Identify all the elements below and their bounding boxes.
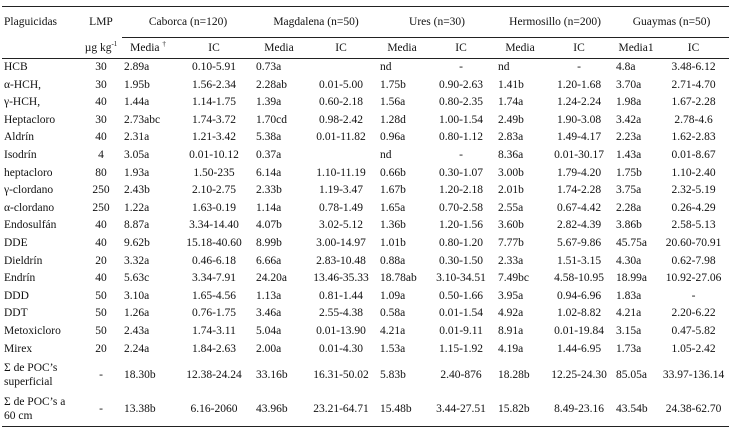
header-sub: Media <box>254 38 304 59</box>
ic-cell: 15.18-40.60 <box>186 236 242 249</box>
media-cell: 1.26a <box>124 307 150 320</box>
ic-cell: 0.81-1.44 <box>318 289 364 302</box>
ic-cell: 0.80-1.20 <box>438 236 484 249</box>
media-cell: 6.66a <box>256 254 282 267</box>
ic-cell: 0.01-9.11 <box>439 324 483 337</box>
media-cell: 1.75b <box>380 78 406 91</box>
ic-cell: 16.31-50.02 <box>313 369 369 382</box>
lmp-cell: 40 <box>95 131 107 144</box>
media-cell: 1.43a <box>616 148 642 161</box>
header-sub: IC <box>658 38 729 59</box>
media-cell: 5.04a <box>256 324 282 337</box>
media-cell: 1.44a <box>124 96 150 109</box>
media-cell: 1.70cd <box>256 113 287 126</box>
row-label: α-HCH, <box>4 78 42 91</box>
media-cell: 4.07b <box>256 219 282 232</box>
row-label: Mirex <box>4 342 33 355</box>
header-sub: Media1 <box>614 38 658 59</box>
media-cell: 6.14a <box>256 166 282 179</box>
ic-cell: 1.84-2.63 <box>191 342 237 355</box>
lmp-cell: 30 <box>95 61 107 73</box>
lmp-cell: 40 <box>95 236 107 249</box>
media-cell: 1.73a <box>616 342 642 355</box>
lmp-cell: 50 <box>95 324 107 337</box>
ic-cell: 1.79-4.20 <box>556 166 602 179</box>
media-cell: 33.16b <box>256 369 288 382</box>
media-cell: 45.75a <box>616 236 648 249</box>
lmp-cell: 80 <box>95 166 107 179</box>
ic-cell: 1.49-4.17 <box>556 131 602 144</box>
media-cell: 1.67b <box>380 184 406 197</box>
row-label-line: Σ de POC’s a <box>4 396 66 409</box>
ic-cell: 1.19-3.47 <box>318 184 364 197</box>
ic-cell: 0.90-2.63 <box>438 78 484 91</box>
ic-cell: 1.05-2.42 <box>671 342 716 355</box>
lmp-cell: 40 <box>95 219 107 232</box>
table-row <box>2 182 729 200</box>
row-label: heptacloro <box>4 166 53 179</box>
media-cell: 2.55a <box>498 201 524 214</box>
ic-cell: 1.14-1.75 <box>191 96 237 109</box>
row-label: HCB <box>4 61 28 73</box>
ic-cell: 1.56-2.34 <box>191 78 237 91</box>
lmp-cell: - <box>80 392 122 427</box>
ic-cell: 0.60-2.18 <box>318 96 364 109</box>
ic-cell: 2.55-4.38 <box>318 307 364 320</box>
table-row <box>2 253 729 271</box>
ic-cell: 1.10-11.19 <box>316 166 366 179</box>
ic-cell: 1.90-3.08 <box>556 113 602 126</box>
media-cell: nd <box>498 61 510 73</box>
ic-cell: 2.32-5.19 <box>671 184 716 197</box>
ic-cell: 1.02-8.82 <box>556 307 602 320</box>
media-cell: 2.31a <box>124 131 150 144</box>
media-cell: 4.19a <box>498 342 524 355</box>
ic-cell: 1.15-1.92 <box>438 342 484 355</box>
row-label: DDT <box>4 307 28 320</box>
media-cell: 3.15a <box>616 324 642 337</box>
lmp-cell: 30 <box>95 113 107 126</box>
media-cell: 0.37a <box>256 148 282 161</box>
ic-cell: 0.01-5.00 <box>318 78 364 91</box>
table-row <box>2 217 729 235</box>
lmp-cell: 20 <box>95 254 107 267</box>
ic-cell: 1.50-235 <box>193 166 235 179</box>
row-label: γ-HCH, <box>4 96 41 109</box>
header-group-magdalena: Magdalena (n=50) <box>254 7 378 38</box>
media-cell: 3.10a <box>124 289 150 302</box>
row-label: Isodrín <box>4 148 37 161</box>
table-row <box>2 77 729 95</box>
media-cell: 2.33a <box>498 254 524 267</box>
ic-cell: 0.62-7.98 <box>671 254 716 267</box>
ic-cell: 4.58-10.95 <box>554 272 604 285</box>
table-row <box>2 112 729 130</box>
table-row <box>2 358 729 392</box>
media-cell: 1.75b <box>616 166 642 179</box>
table-row <box>2 59 729 77</box>
ic-cell: - <box>577 61 581 73</box>
media-cell: 2.89a <box>124 61 150 73</box>
media-cell: 4.92a <box>498 307 524 320</box>
ic-cell: 20.60-70.91 <box>665 236 722 249</box>
ic-cell: 1.20-1.68 <box>556 78 602 91</box>
media-cell: 1.74a <box>498 96 524 109</box>
ic-cell: 0.26-4.29 <box>671 201 716 214</box>
header-sub: Media <box>496 38 544 59</box>
header-sub: Media <box>378 38 426 59</box>
header-group-guaymas: Guaymas (n=50) <box>614 7 729 38</box>
ic-cell: 3.34-7.91 <box>191 272 237 285</box>
media-cell: nd <box>380 148 392 161</box>
ic-cell: 0.67-4.42 <box>556 201 602 214</box>
media-cell: 1.56a <box>380 96 406 109</box>
media-cell: 1.22a <box>124 201 150 214</box>
lmp-cell: 40 <box>95 272 107 285</box>
row-label-line: superficial <box>4 376 53 389</box>
header-group-ures: Ures (n=30) <box>378 7 496 38</box>
ic-cell: 2.82-4.39 <box>556 219 602 232</box>
ic-cell: 0.01-30.17 <box>554 148 604 161</box>
row-label: Endosulfán <box>4 219 57 232</box>
media-cell: 2.28ab <box>256 78 287 91</box>
lmp-cell: - <box>99 369 103 382</box>
ic-cell: 0.01-4.30 <box>318 342 364 355</box>
media-cell: 3.00b <box>498 166 524 179</box>
media-cell: 3.86b <box>616 219 642 232</box>
ic-cell: - <box>691 289 696 302</box>
lmp-cell: 4 <box>98 148 104 161</box>
media-cell: 8.87a <box>124 219 150 232</box>
media-cell: 85.05a <box>616 369 648 382</box>
header-blank <box>2 38 80 59</box>
ic-cell: 2.71-4.70 <box>671 78 716 91</box>
ic-cell: 1.24-2.24 <box>556 96 602 109</box>
ic-cell: 0.78-1.49 <box>318 201 364 214</box>
ic-cell: 1.74-3.11 <box>192 324 236 337</box>
ic-cell: 13.46-35.33 <box>313 272 369 285</box>
header-unit: µg $kg^{-1}$ <box>80 38 122 59</box>
row-label: γ-clordano <box>4 184 54 197</box>
ic-cell: 0.47-5.82 <box>671 324 716 337</box>
ic-cell: 1.74-3.72 <box>191 113 237 126</box>
media-cell: 0.66b <box>380 166 406 179</box>
media-cell: 2.01b <box>498 184 524 197</box>
ic-cell: 0.01-10.12 <box>189 148 239 161</box>
media-cell: 1.01b <box>380 236 406 249</box>
ic-cell: 0.10-5.91 <box>191 61 237 73</box>
table-body <box>2 59 729 427</box>
ic-cell: 3.10-34.51 <box>436 272 486 285</box>
media-cell: 3.42a <box>616 113 642 126</box>
ic-cell: 1.74-2.28 <box>556 184 602 197</box>
row-label <box>2 392 80 427</box>
ic-cell: 0.30-1.50 <box>438 254 484 267</box>
row-label: Aldrín <box>4 131 35 144</box>
row-label: α-clordano <box>4 201 55 214</box>
lmp-cell: 50 <box>95 289 107 302</box>
header-plaguicidas: Plaguicidas <box>2 7 80 38</box>
media-cell: 24.20a <box>256 272 287 285</box>
table-row <box>2 235 729 253</box>
ic-cell: 1.44-6.95 <box>556 342 602 355</box>
ic-cell: 2.20-6.22 <box>671 307 716 320</box>
row-label-line: Σ de POC’s <box>4 362 58 375</box>
ic-cell: 2.78-4.6 <box>674 113 713 126</box>
media-cell: 0.96a <box>380 131 406 144</box>
media-cell: 8.99b <box>256 236 282 249</box>
ic-cell: 10.92-27.06 <box>665 272 722 285</box>
row-label <box>2 358 80 392</box>
ic-cell: 1.20-1.56 <box>438 219 484 232</box>
ic-cell: 1.21-3.42 <box>191 131 237 144</box>
row-label: DDE <box>4 236 28 249</box>
media-cell: 1.93a <box>124 166 150 179</box>
media-cell: 3.75a <box>616 184 642 197</box>
table-row <box>2 147 729 165</box>
table-row <box>2 270 729 288</box>
ic-cell: 0.98-2.42 <box>318 113 364 126</box>
pesticide-table <box>2 6 729 427</box>
media-cell: 2.28a <box>616 201 642 214</box>
ic-cell: 12.38-24.24 <box>186 369 242 382</box>
header-group-caborca: Caborca (n=120) <box>122 7 254 38</box>
header-sub: IC <box>544 38 614 59</box>
media-cell: 1.95b <box>124 78 150 91</box>
ic-cell: 0.46-6.18 <box>191 254 237 267</box>
ic-cell: 0.01-1.54 <box>438 307 484 320</box>
table-row <box>2 129 729 147</box>
media-cell: 1.28d <box>380 113 406 126</box>
table-row <box>2 94 729 112</box>
ic-cell: 1.63-0.19 <box>191 201 237 214</box>
ic-cell: 0.94-6.96 <box>556 289 602 302</box>
media-cell: 15.48b <box>378 392 426 427</box>
media-cell: 15.82b <box>496 392 544 427</box>
media-cell: 2.43b <box>124 184 150 197</box>
ic-cell: 0.50-1.66 <box>438 289 484 302</box>
row-label: Dieldrín <box>4 254 43 267</box>
table-row <box>2 288 729 306</box>
media-cell: 1.83a <box>616 289 642 302</box>
media-cell: 0.73a <box>256 61 282 73</box>
header-sub: IC <box>426 38 496 59</box>
ic-cell: 2.10-2.75 <box>191 184 237 197</box>
ic-cell: 2.40-876 <box>440 369 482 382</box>
media-cell: 3.60b <box>498 219 524 232</box>
ic-cell <box>304 59 378 77</box>
media-cell: 2.24a <box>124 342 150 355</box>
media-cell: nd <box>380 61 392 73</box>
ic-cell: 0.70-2.58 <box>438 201 484 214</box>
lmp-cell: 30 <box>95 78 107 91</box>
lmp-cell: 40 <box>95 96 107 109</box>
media-cell: 5.38a <box>256 131 282 144</box>
ic-cell: 5.67-9.86 <box>556 236 602 249</box>
media-cell: 43.54b <box>614 392 658 427</box>
ic-cell: 0.80-2.35 <box>438 96 484 109</box>
media-cell: 4.8a <box>616 61 636 73</box>
ic-cell: 3.34-14.40 <box>189 219 239 232</box>
ic-cell: 0.30-1.07 <box>438 166 484 179</box>
row-label: DDD <box>4 289 29 302</box>
media-cell: 4.21a <box>616 307 642 320</box>
row-label: Endrín <box>4 272 36 285</box>
ic-cell: 23.21-64.71 <box>304 392 378 427</box>
header-lmp: LMP <box>80 7 122 38</box>
ic-cell: 2.83-10.48 <box>316 254 366 267</box>
header-sub: IC <box>304 38 378 59</box>
row-label-line: 60 cm <box>4 410 33 423</box>
media-cell: 5.83b <box>380 369 406 382</box>
ic-cell: 0.01-13.90 <box>316 324 366 337</box>
ic-cell: 8.49-23.16 <box>544 392 614 427</box>
media-cell: 8.91a <box>498 324 524 337</box>
ic-cell: 1.20-2.18 <box>438 184 484 197</box>
media-cell: 5.63c <box>124 272 150 285</box>
ic-cell: 33.97-136.14 <box>662 369 725 382</box>
media-cell: 18.30b <box>124 369 156 382</box>
table-row <box>2 165 729 183</box>
ic-cell: 1.62-2.83 <box>671 131 716 144</box>
media-cell: 3.70a <box>616 78 642 91</box>
media-cell: 4.21a <box>380 324 406 337</box>
media-cell: 7.49bc <box>498 272 530 285</box>
media-cell: 1.41b <box>498 78 524 91</box>
media-cell: 2.00a <box>256 342 282 355</box>
ic-cell: 1.10-2.40 <box>671 166 716 179</box>
ic-cell: 1.65-4.56 <box>191 289 237 302</box>
media-cell: 2.49b <box>498 113 524 126</box>
media-cell: 0.88a <box>380 254 406 267</box>
ic-cell: 24.38-62.70 <box>658 392 729 427</box>
row-label: Heptacloro <box>4 113 56 126</box>
media-cell: 13.38b <box>122 392 174 427</box>
ic-cell: 12.25-24.30 <box>551 369 607 382</box>
media-cell: 18.78ab <box>380 272 417 285</box>
media-cell: 1.39a <box>256 96 282 109</box>
lmp-cell: 250 <box>92 184 110 197</box>
lmp-cell: 20 <box>95 342 107 355</box>
media-cell: 9.62b <box>124 236 150 249</box>
media-cell: 4.30a <box>616 254 642 267</box>
media-cell: 18.28b <box>498 369 530 382</box>
table-row <box>2 392 729 427</box>
ic-cell <box>304 147 378 165</box>
media-cell: 0.58a <box>380 307 406 320</box>
media-cell: 8.36a <box>498 148 524 161</box>
ic-cell: 3.00-14.97 <box>316 236 366 249</box>
media-cell: 3.95a <box>498 289 524 302</box>
media-cell: 2.43a <box>124 324 150 337</box>
ic-cell: 3.44-27.51 <box>426 392 496 427</box>
header-sub: Media † <box>122 38 174 59</box>
table-row <box>2 341 729 359</box>
media-cell: 2.23a <box>616 131 642 144</box>
lmp-cell: 50 <box>95 307 107 320</box>
media-cell: 1.09a <box>380 289 406 302</box>
media-cell: 1.98a <box>616 96 642 109</box>
ic-cell: 1.00-1.54 <box>438 113 484 126</box>
ic-cell: 3.48-6.12 <box>671 61 716 73</box>
media-cell: 1.14a <box>256 201 282 214</box>
media-cell: 18.99a <box>616 272 648 285</box>
table-row <box>2 305 729 323</box>
ic-cell: 0.76-1.75 <box>191 307 237 320</box>
header-sub: IC <box>174 38 254 59</box>
media-cell: 2.73abc <box>124 113 161 126</box>
media-cell: 1.53a <box>380 342 406 355</box>
media-cell: 3.05a <box>124 148 150 161</box>
ic-cell: 0.01-11.82 <box>316 131 366 144</box>
media-cell: 1.36b <box>380 219 406 232</box>
table-row <box>2 200 729 218</box>
media-cell: 2.83a <box>498 131 524 144</box>
row-label: Metoxicloro <box>4 324 61 337</box>
media-cell: 7.77b <box>498 236 524 249</box>
header-group-hermosillo: Hermosillo (n=200) <box>496 7 614 38</box>
lmp-cell: 250 <box>92 201 110 214</box>
media-cell: 1.65a <box>380 201 406 214</box>
ic-cell: 0.01-8.67 <box>671 148 716 161</box>
media-cell: 3.32a <box>124 254 150 267</box>
ic-cell: 3.02-5.12 <box>318 219 364 232</box>
table-row <box>2 323 729 341</box>
ic-cell: - <box>459 61 463 73</box>
ic-cell: - <box>459 148 463 161</box>
ic-cell: 1.67-2.28 <box>671 96 716 109</box>
ic-cell: 1.51-3.15 <box>556 254 602 267</box>
ic-cell: 0.01-19.84 <box>554 324 604 337</box>
media-cell: 43.96b <box>254 392 304 427</box>
media-cell: 2.33b <box>256 184 282 197</box>
media-cell: 1.13a <box>256 289 282 302</box>
ic-cell: 0.80-1.12 <box>438 131 484 144</box>
ic-cell: 2.58-5.13 <box>671 219 716 232</box>
ic-cell: 6.16-2060 <box>174 392 254 427</box>
media-cell: 3.46a <box>256 307 282 320</box>
